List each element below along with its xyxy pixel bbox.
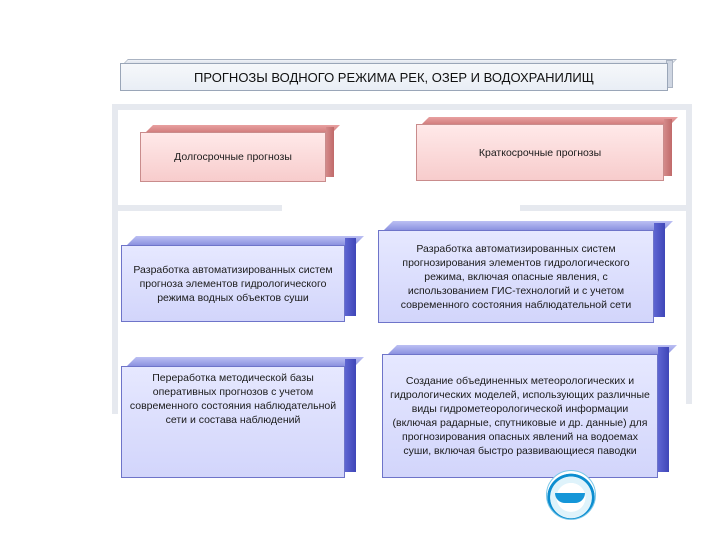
connector-right-branch [520,205,692,211]
right-box-2 [382,354,658,478]
connector-title-horizontal [112,104,692,110]
short-term-header-box [416,124,664,181]
left-box-1-text: Разработка автоматизированных систем прогноза элементов гидрологического режима водных объектов суши [121,245,345,322]
short-term-header: Краткосрочные прогнозы [416,124,664,181]
right-box-1-text: Разработка автоматизированных систем прогнозирования элементов гидрологического режима, включая опасные явления, с использованием ГИС-технологий и с учетом современного состояния наблюдательной сети [378,230,654,323]
connector-title-left [112,104,118,414]
left-box-2-text: Переработка методической базы оперативных прогнозов с учетом современного состояния наблюдательной сети и состава наблюдений [121,366,345,478]
long-term-header: Долгосрочные прогнозы [140,132,326,182]
long-term-header-box [140,132,326,182]
right-box-1 [378,230,654,323]
connector-left-branch [112,205,282,211]
right-box-2-text: Создание объединенных метеорологических и гидрологических моделей, использующих различные виды гидрометеорологической информации (включая радарные, спутниковые и др. данные) для прогнозирования опасных явлений на водоемах суши, включая быстро развивающиеся паводки [382,354,658,478]
connector-title-right [686,104,692,404]
diagram-title-box [120,63,668,91]
left-box-1 [121,245,345,322]
diagram-title: ПРОГНОЗЫ ВОДНОГО РЕЖИМА РЕК, ОЗЕР И ВОДОХРАНИЛИЩ [120,63,668,91]
left-box-2 [121,366,345,478]
